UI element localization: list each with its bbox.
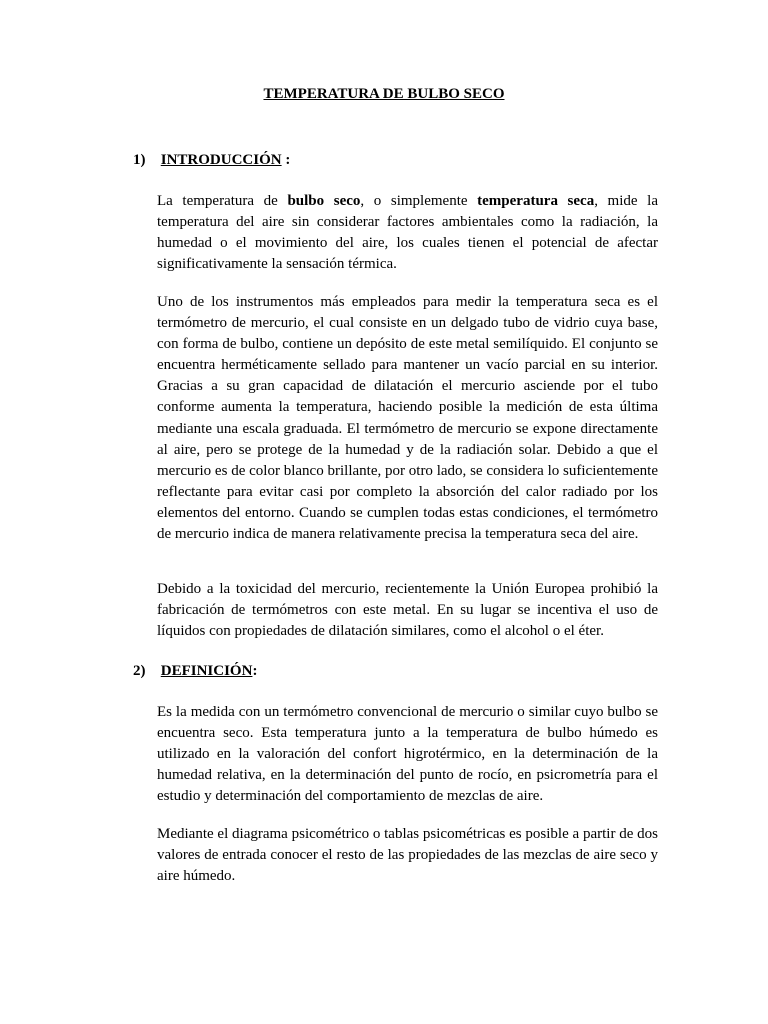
paragraph-text: , o simplemente [360,193,478,209]
section-number: 2) [133,663,146,679]
section-heading-introduccion [133,152,290,169]
paragraph-definicion-1: Es la medida con un termómetro convencional de mercurio o similar cuyo bulbo se encuentra seco. Esta temperatura junto a la temperatura de bulbo húmedo es utilizado en la valoración del confort higrotérmico, en la determinación de la humedad relativa, en la determinación del punto de rocío, en psicrometría para el estudio y determinación del comportamiento de mezclas de aire. [157,704,658,805]
paragraph-text: La temperatura de [157,193,288,209]
section-heading-suffix: : [252,663,258,679]
paragraph-intro-1 [157,191,658,275]
paragraph-intro-3: Debido a la toxicidad del mercurio, recientemente la Unión Europea prohibió la fabricación de termómetros con este metal. En su lugar se incentiva el uso de líquidos con propiedades de dilatación similares, como el alcohol o el éter. [157,581,658,640]
section-heading-suffix: : [281,152,291,168]
bold-term: temperatura seca [477,193,595,209]
section-heading-label: INTRODUCCIÓN [160,152,282,168]
section-heading-label: DEFINICIÓN [160,663,253,679]
document-title: TEMPERATURA DE BULBO SECO [263,86,505,102]
section-number: 1) [133,152,146,168]
paragraph-intro-2: Uno de los instrumentos más empleados para medir la temperatura seca es el termómetro de mercurio, el cual consiste en un delgado tubo de vidrio cuya base, con forma de bulbo, contiene un depósito de este metal semilíquido. El conjunto se encuentra herméticamente sellado para mantener un vacío parcial en su interior. Gracias a su gran capacidad de dilatación el mercurio asciende por el tubo conforme aumenta la temperatura, haciendo posible la medición de esta última mediante una escala graduada. El termómetro de mercurio se expone directamente al aire, pero se protege de la humedad y de la radiación solar. Debido a que el mercurio es de color blanco brillante, por otro lado, se considera lo suficientemente reflectante para evitar casi por completo la absorción del calor radiado por los elementos del entorno. Cuando se cumplen todas estas condiciones, el termómetro de mercurio indica de manera relativamente precisa la temperatura seca del aire. [157,294,658,543]
paragraph-definicion-2: Mediante el diagrama psicométrico o tablas psicométricas es posible a partir de dos valores de entrada conocer el resto de las propiedades de las mezclas de aire seco y aire húmedo. [157,826,658,885]
paragraph-text: , mide la temperatura del aire sin considerar factores ambientales como la radiación, la humedad o el movimiento del aire, los cuales tienen el potencial de afectar significativamente la sensación térmica. [157,193,658,273]
section-heading-definicion [133,663,257,680]
bold-term: bulbo seco [287,193,361,209]
